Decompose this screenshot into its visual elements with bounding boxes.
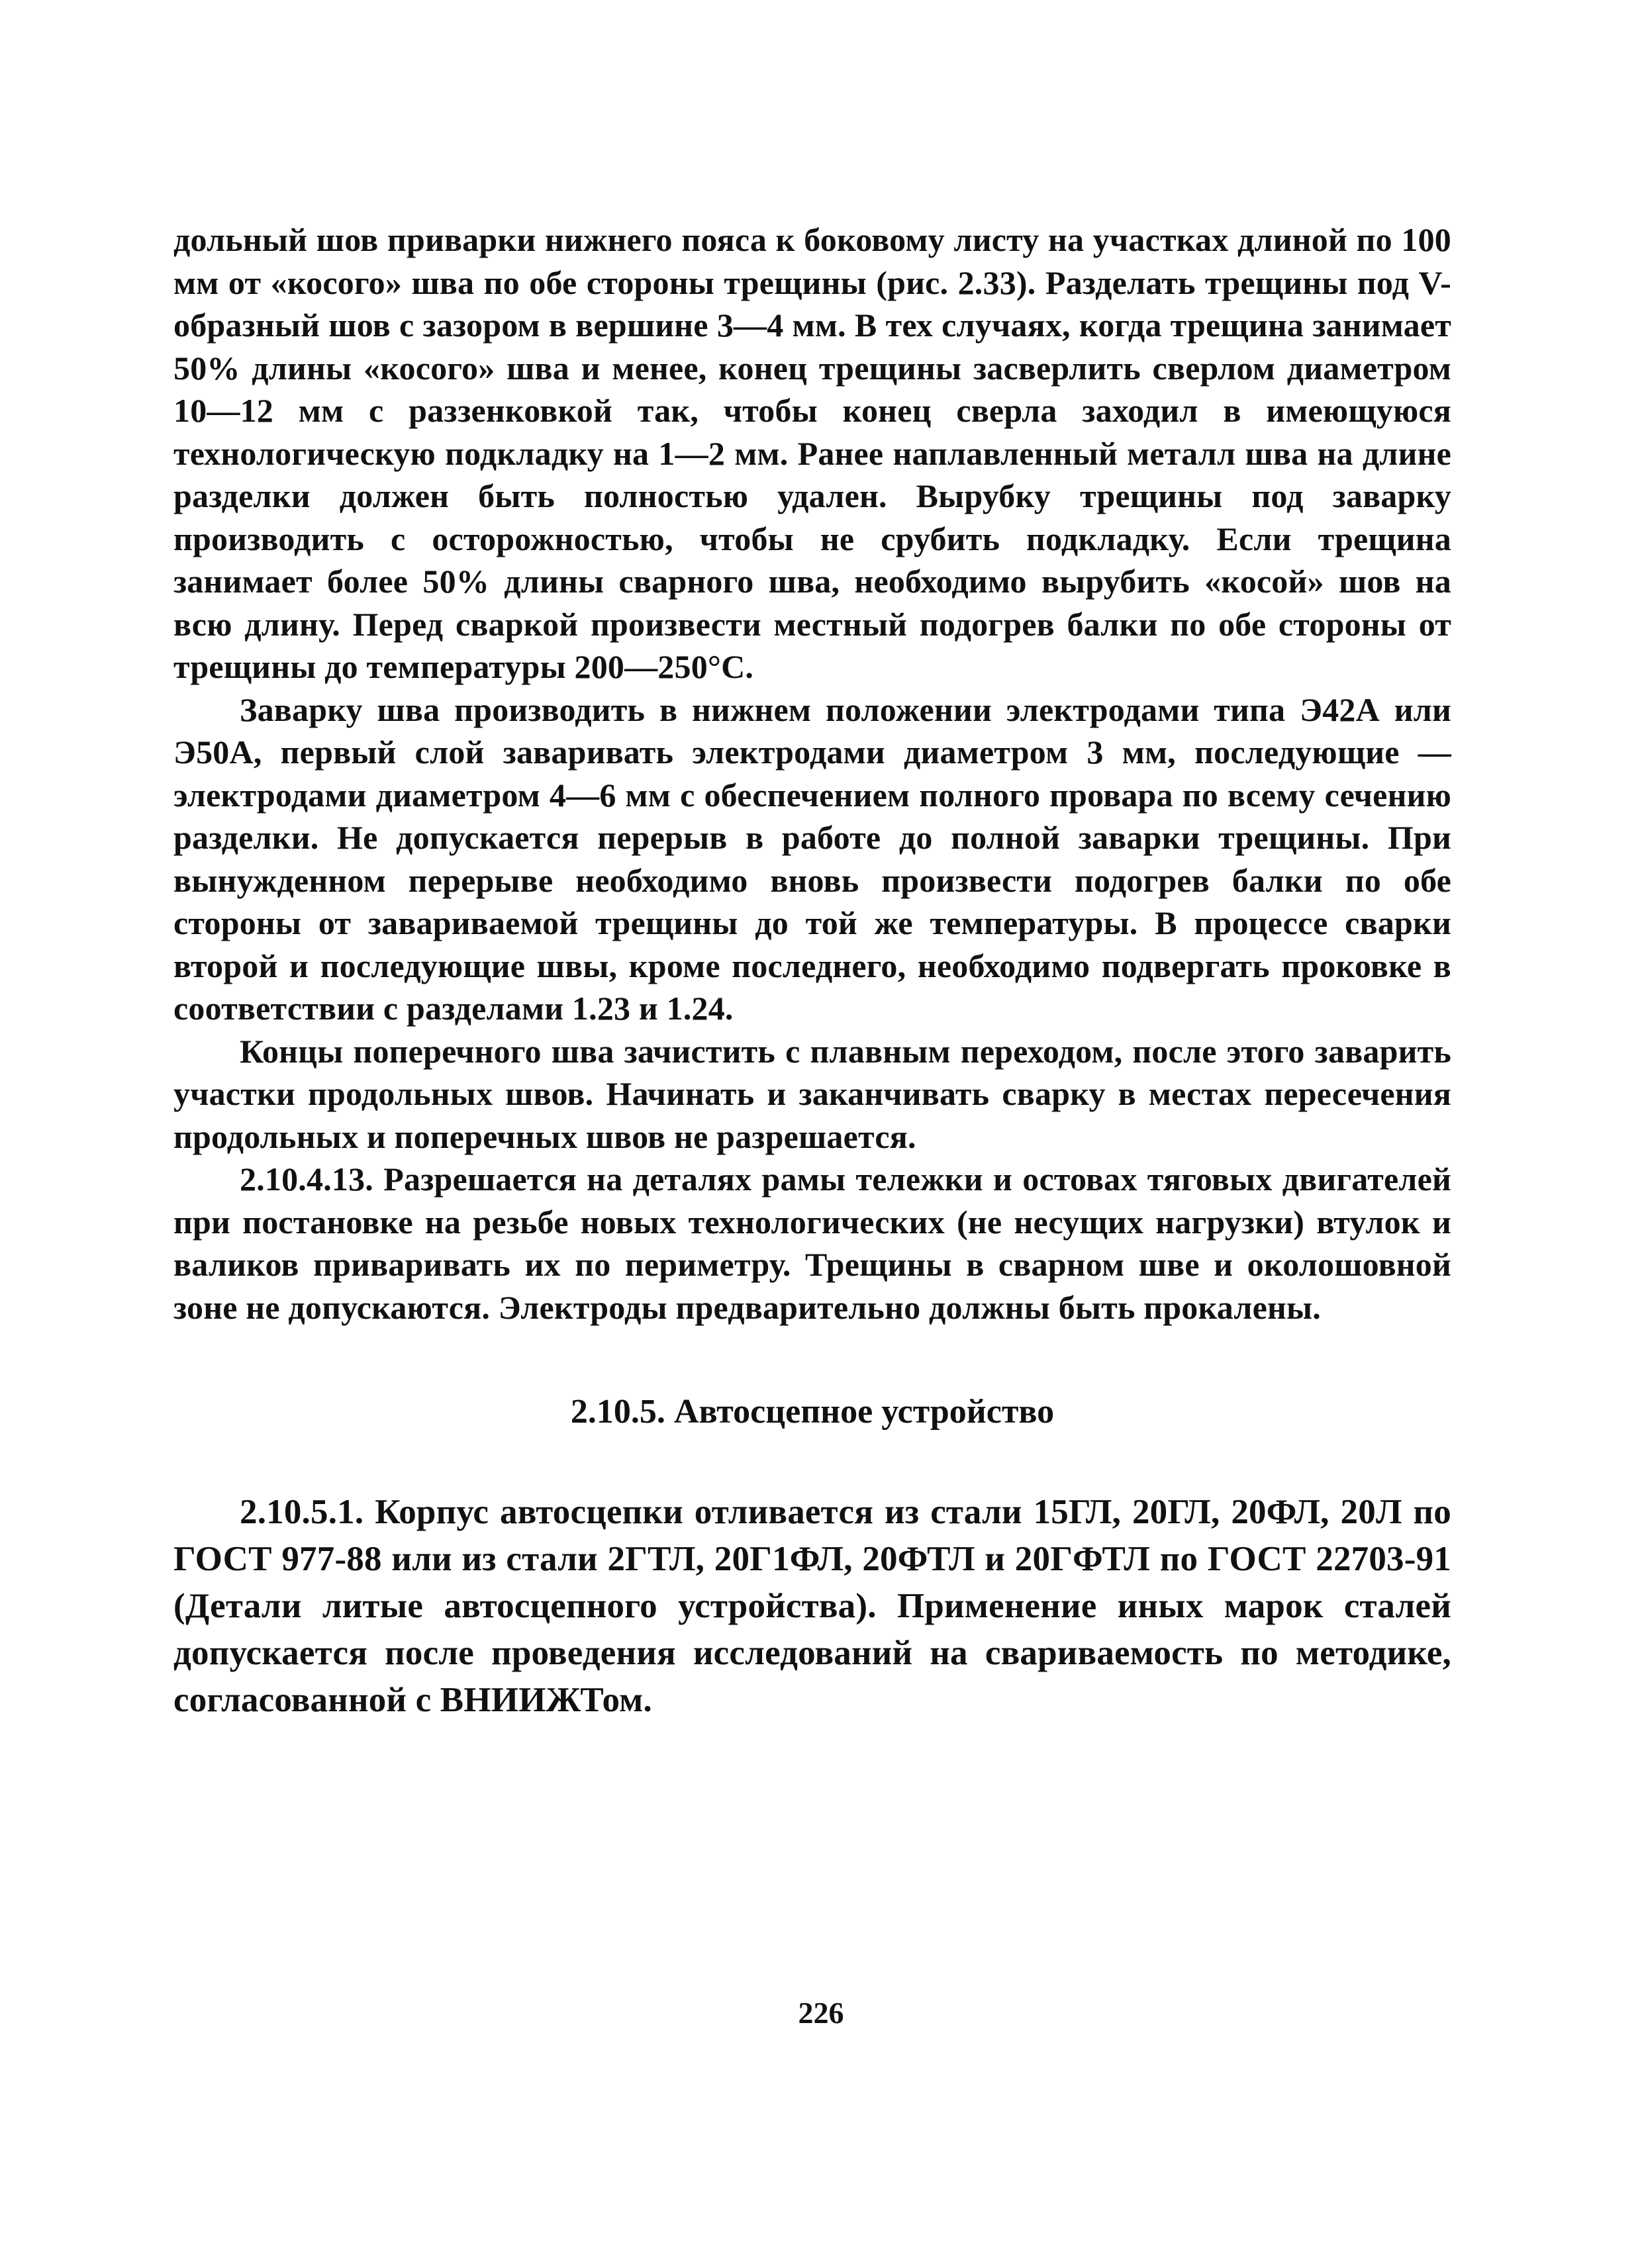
paragraph-crack-preparation: дольный шов приварки нижнего пояса к боковому листу на участках длиной по 100 мм от «косого» шва по обе стороны трещины (рис. 2.33). Разделать трещины под V-образный шов с зазором в вершине 3—4 мм. В тех случаях, когда трещина занимает 50% длины «косого» шва и менее, конец трещины засверлить сверлом диаметром 10—12 мм с раззенковкой так, чтобы конец сверла заходил в имеющуюся технологическую подкладку на 1—2 мм. Ранее наплавленный металл шва на длине разделки должен быть полностью удален. Вырубку трещины под заварку производить с осторожностью, чтобы не срубить подкладку. Если трещина занимает более 50% длины сварного шва, необходимо вырубить «косой» шов на всю длину. Перед сваркой произвести местный подогрев балки по обе стороны от трещины до температуры 200—250°С. [173,221,1451,685]
paragraph-weld-procedure: Заварку шва производить в нижнем положении электродами типа Э42А или Э50А, первый слой заваривать электродами диаметром 3 мм, последующие — электродами диаметром 4—6 мм с обеспечением полного провара по всему сечению разделки. Не допускается перерыв в работе до полной заварки трещины. При вынужденном перерыве необходимо вновь произвести подогрев балки по обе стороны от завариваемой трещины до той же температуры. В процессе сварки второй и последующие швы, кроме последнего, необходимо подвергать проковке в соответствии с разделами 1.23 и 1.24. [173,690,1451,1027]
page-number: 226 [798,1996,844,2030]
paragraph-clause-2-10-4-13: 2.10.4.13. Разрешается на деталях рамы тележки и остовах тяговых двигателей при постановке на резьбе новых технологических (не несущих нагрузки) втулок и валиков приваривать их по периметру. Трещины в сварном шве и околошовной зоне не допускаются. Электроды предварительно должны быть прокалены. [173,1160,1451,1326]
paragraph-clause-2-10-5-1: 2.10.5.1. Корпус автосцепки отливается из стали 15ГЛ, 20ГЛ, 20ФЛ, 20Л по ГОСТ 977-88 или из стали 2ГТЛ, 20Г1ФЛ, 20ФТЛ и 20ГФТЛ по ГОСТ 22703-91 (Детали литые автосцепного устройства). Применение иных марок сталей допускается после проведения исследований на свариваемость по методике, согласованной с ВНИИЖТом. [173,1493,1451,1719]
paragraph-transverse-seam: Концы поперечного шва зачистить с плавным переходом, после этого заварить участки продольных швов. Начинать и заканчивать сварку в местах пересечения продольных и поперечных швов не разрешается. [173,1032,1451,1155]
section-heading: 2.10.5. Автосцепное устройство [570,1393,1055,1431]
text-block [173,218,1451,1724]
